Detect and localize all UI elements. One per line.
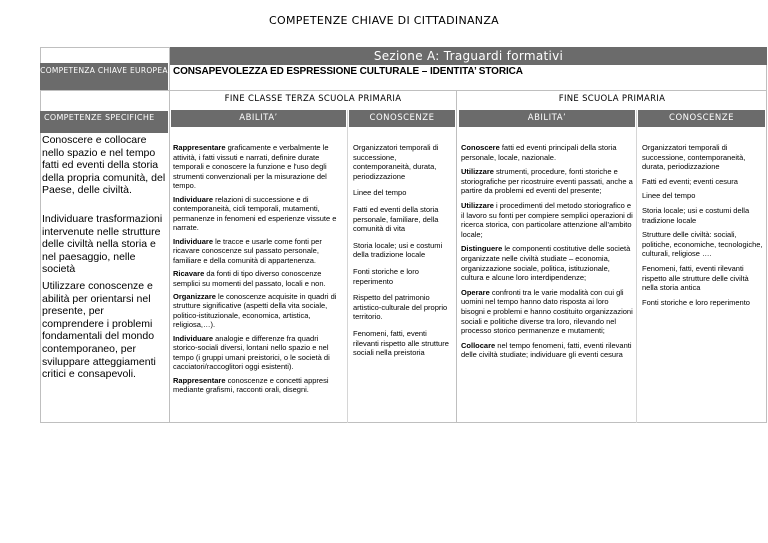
conoscenza-terza-item: Storia locale; usi e costumi della tradizione locale — [353, 240, 443, 260]
abilita-primaria-list — [461, 143, 633, 365]
abilita-terza-list — [173, 143, 345, 398]
abilita-primaria-item: Utilizzare strumenti, procedure, fonti storiche e storiografiche per ricostruire eventi passati, anche a partire da problemi ed eventi del presente; — [461, 167, 633, 196]
competenza-europea-value: CONSAPEVOLEZZA ED ESPRESSIONE CULTURALE – IDENTITA’ STORICA — [173, 66, 523, 77]
conoscenza-terza-item: Linee del tempo — [353, 188, 407, 198]
abilita-primaria-item: Utilizzare i procedimenti del metodo storiografico e il lavoro su fonti per compiere semplici operazioni di ricerca storica, con particolare attenzione all’ambito locale; — [461, 200, 633, 239]
competenza-1: Conoscere e collocare nello spazio e nel tempo fatti ed eventi della storia della propria comunità, del Paese, delle civiltà. — [42, 134, 166, 197]
conoscenze-primaria-list — [642, 143, 764, 312]
table-bottom-border — [40, 422, 767, 423]
conoscenza-terza-item: Fenomeni, fatti, eventi rilevanti rispetto alle strutture sociali nella preistoria — [353, 328, 449, 358]
abilita-primaria-item: Distinguere le componenti costitutive delle società organizzate nelle civiltà studiate – economia, organizzazione sociale, politica, istituzionale, cultura e alcune loro interdipendenze; — [461, 244, 631, 283]
conoscenza-primaria-item: Fenomeni, fatti, eventi rilevanti rispetto alle strutture delle civiltà nella storia antica — [642, 263, 749, 293]
abilita-primaria-item: Collocare nel tempo fenomeni, fatti, eventi rilevanti delle civiltà studiate; individuare gli eventi cesura — [461, 340, 632, 360]
conoscenza-primaria-item: Storia locale; usi e costumi della tradizione locale — [642, 205, 750, 225]
period-terza: FINE CLASSE TERZA SCUOLA PRIMARIA — [224, 94, 402, 104]
abilita-terza-item: Rappresentare graficamente e verbalmente le attività, i fatti vissuti e narrati, definire durate temporali e conoscere la funzione e l'uso degli strumenti convenzionali per la misurazione del tempo. — [173, 143, 329, 191]
abilita-terza-header: ABILITA’ — [171, 110, 346, 127]
abilita-terza-item: Organizzare le conoscenze acquisite in quadri di strutture significative (aspetti della vita sociale, politico-istituzionale, economica, artistica, religiosa,…). — [173, 291, 337, 330]
conoscenza-primaria-item: Fonti storiche e loro reperimento — [642, 297, 750, 307]
abilita-terza-item: Ricavare da fonti di tipo diverso conoscenze semplici su momenti del passato, locali e non. — [173, 268, 326, 288]
abilita-terza-item: Individuare analogie e differenze fra quadri storico-sociali diversi, lontani nello spazio e nel tempo (i gruppi umani preistorici, o le società di cacciatori/raccoglitori oggi esistenti). — [173, 333, 330, 372]
conoscenza-primaria-item: Organizzatori temporali di successione, contemporaneità, durata, periodizzazione — [642, 143, 746, 172]
header-row-divider — [40, 90, 767, 91]
abilita-terza-item: Individuare relazioni di successione e di contemporaneità, cicli temporali, mutamenti, permanenze in fenomeni ed esperienze vissute e narrate. — [173, 194, 337, 233]
competenza-2: Individuare trasformazioni intervenute nelle strutture delle civiltà nella storia e nel paesaggio, nelle società — [42, 213, 163, 276]
abilita-primaria-item: Operare confronti tra le varie modalità con cui gli uomini nel tempo hanno dato risposta ai loro bisogni e problemi e hanno costituito organizzazioni sociali e politiche diverse tra loro, rilevando nel processo storico permanenze e mutamenti; — [461, 287, 633, 336]
abilita-primaria-item: Conoscere fatti ed eventi principali della storia personale, locale, nazionale. — [461, 143, 617, 162]
sezione-header: Sezione A: Traguardi formativi — [170, 47, 767, 65]
conoscenza-primaria-item: Linee del tempo — [642, 191, 696, 201]
competenza-3: Utilizzare conoscenze e abilità per orientarsi nel presente, per comprendere i problemi fondamentali del mondo contemporaneo, per sviluppare atteggiamenti critici e consapevoli. — [42, 280, 156, 381]
column-divider-1 — [347, 110, 348, 423]
abilita-terza-item: Rappresentare conoscenze e concetti appresi mediante grafismi, racconti orali, disegni. — [173, 375, 329, 395]
column-divider-2 — [636, 110, 637, 423]
period-divider — [456, 90, 457, 423]
conoscenza-primaria-item: Strutture delle civiltà: sociali, politiche, economiche, tecnologiche, culturali, religiose …. — [642, 230, 763, 259]
conoscenza-terza-item: Organizzatori temporali di successione, contemporaneità, durata, periodizzazione — [353, 143, 439, 181]
competenze-specifiche-header: COMPETENZE SPECIFICHE — [40, 111, 168, 133]
period-primaria: FINE SCUOLA PRIMARIA — [558, 94, 666, 104]
abilita-primaria-header: ABILITA’ — [459, 110, 635, 127]
competenza-europea-label: COMPETENZA CHIAVE EUROPEA — [40, 63, 168, 90]
conoscenza-primaria-item: Fatti ed eventi; eventi cesura — [642, 176, 738, 186]
conoscenze-terza-list — [353, 143, 454, 365]
conoscenza-terza-item: Fatti ed eventi della storia personale, familiare, della comunità di vita — [353, 204, 439, 234]
abilita-terza-item: Individuare le tracce e usarle come fonti per ricavare conoscenze sul passato personale, familiare e della comunità di appartenenza. — [173, 236, 322, 265]
conoscenze-primaria-header: CONOSCENZE — [638, 110, 765, 127]
table-left-border — [40, 47, 41, 423]
page-title: COMPETENZE CHIAVE DI CITTADINANZA — [269, 14, 499, 27]
conoscenza-terza-item: Fonti storiche e loro reperimento — [353, 266, 419, 286]
conoscenza-terza-item: Rispetto del patrimonio artistico-culturale del proprio territorio. — [353, 293, 448, 322]
conoscenze-terza-header: CONOSCENZE — [349, 110, 455, 127]
traguardi-table — [40, 47, 767, 423]
